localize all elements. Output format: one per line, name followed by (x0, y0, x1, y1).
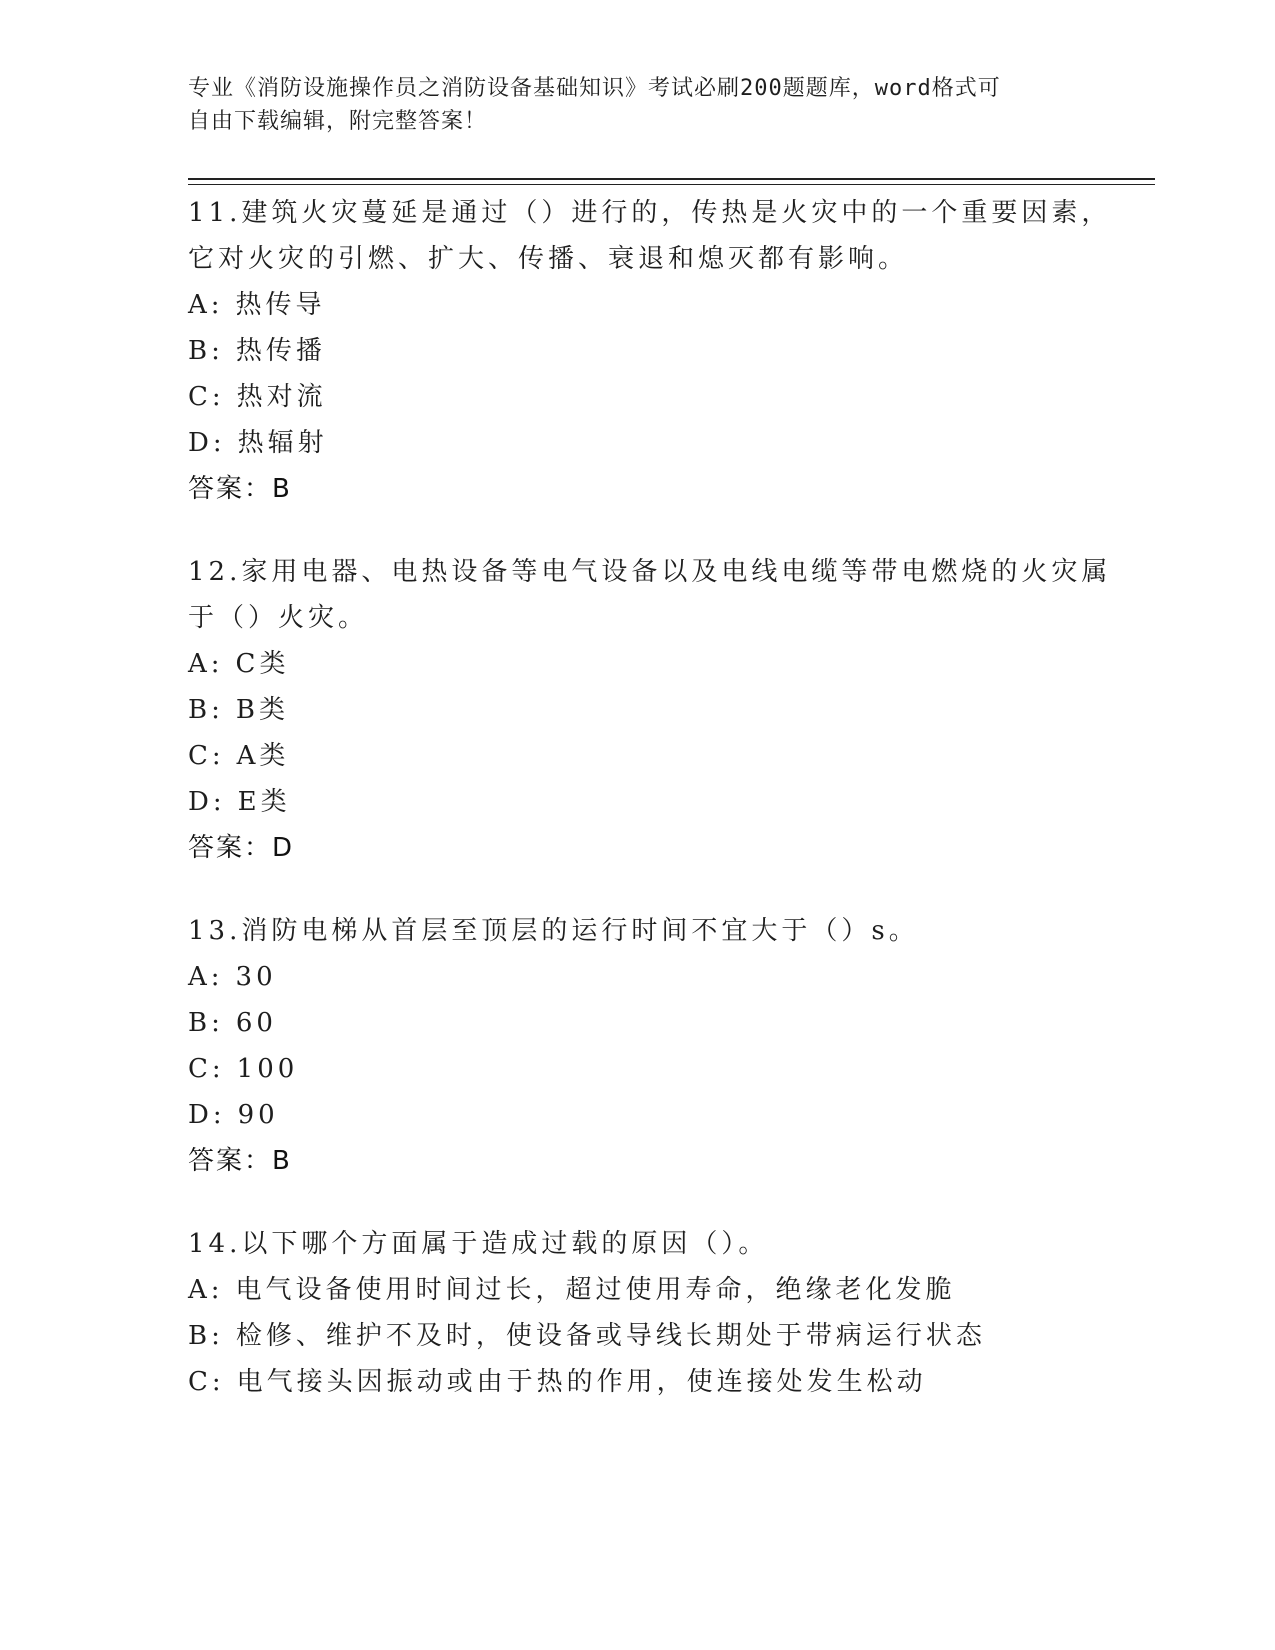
header-line-2: 自由下载编辑，附完整答案！ (188, 109, 488, 134)
question-stem-continued: 它对火灾的引燃、扩大、传播、衰退和熄灭都有影响。 (188, 244, 909, 274)
option-text: 30 (235, 962, 277, 992)
option-text: C类 (235, 649, 290, 679)
option-d (188, 779, 1128, 825)
option-b (188, 687, 1128, 733)
option-text: 热对流 (236, 382, 327, 412)
option-key: A: (188, 1275, 224, 1305)
option-c (188, 374, 1128, 420)
option-a (188, 641, 1128, 687)
question-stem: 11.建筑火灾蔓延是通过（）进行的，传热是火灾中的一个重要因素， (188, 198, 1112, 228)
option-key: A: (188, 290, 224, 320)
answer-line: 答案：D (188, 833, 295, 863)
option-key: C: (188, 1054, 225, 1084)
option-a (188, 954, 1128, 1000)
option-key: C: (188, 1367, 225, 1397)
option-a (188, 1267, 1128, 1313)
option-d (188, 1092, 1128, 1138)
option-text: B类 (235, 695, 289, 725)
option-text: 60 (235, 1008, 277, 1038)
option-key: D: (188, 1100, 226, 1130)
answer-line: 答案：B (188, 474, 292, 504)
option-text: 热辐射 (237, 428, 328, 458)
option-key: D: (188, 787, 226, 817)
option-c (188, 733, 1128, 779)
option-key: D: (188, 428, 226, 458)
question-13 (188, 908, 1128, 1184)
answer-line: 答案：B (188, 1146, 292, 1176)
question-stem: 14.以下哪个方面属于造成过载的原因（）。 (188, 1229, 769, 1259)
option-key: B: (188, 1008, 224, 1038)
question-stem: 12.家用电器、电热设备等电气设备以及电线电缆等带电燃烧的火灾属 (188, 557, 1112, 587)
option-text: 90 (237, 1100, 279, 1130)
header-divider-thick (188, 178, 1155, 180)
question-stem-continued: 于（）火灾。 (188, 603, 369, 633)
option-c (188, 1046, 1128, 1092)
option-text: A类 (236, 741, 290, 771)
option-key: A: (188, 962, 224, 992)
option-b (188, 1000, 1128, 1046)
option-key: B: (188, 695, 224, 725)
option-text: 电气接头因振动或由于热的作用，使连接处发生松动 (236, 1367, 927, 1397)
question-14 (188, 1221, 1128, 1405)
option-text: E类 (237, 787, 291, 817)
option-text: 电气设备使用时间过长，超过使用寿命，绝缘老化发脆 (235, 1275, 956, 1305)
option-text: 检修、维护不及时，使设备或导线长期处于带病运行状态 (235, 1321, 986, 1351)
option-key: C: (188, 382, 225, 412)
option-text: 热传播 (235, 336, 326, 366)
question-12 (188, 549, 1128, 871)
option-text: 热传导 (235, 290, 326, 320)
question-stem: 13.消防电梯从首层至顶层的运行时间不宜大于（）s。 (188, 916, 919, 946)
option-c (188, 1359, 1128, 1405)
question-list (188, 190, 1128, 1442)
option-a (188, 282, 1128, 328)
header-line-1: 专业《消防设施操作员之消防设备基础知识》考试必刷200题题库，word格式可 (188, 76, 1001, 101)
option-d (188, 420, 1128, 466)
option-key: C: (188, 741, 225, 771)
header-divider-thin (188, 184, 1155, 185)
document-header (188, 72, 1068, 138)
option-text: 100 (236, 1054, 299, 1084)
option-b (188, 328, 1128, 374)
option-key: B: (188, 1321, 224, 1351)
question-11 (188, 190, 1128, 512)
option-b (188, 1313, 1128, 1359)
option-key: A: (188, 649, 224, 679)
option-key: B: (188, 336, 224, 366)
